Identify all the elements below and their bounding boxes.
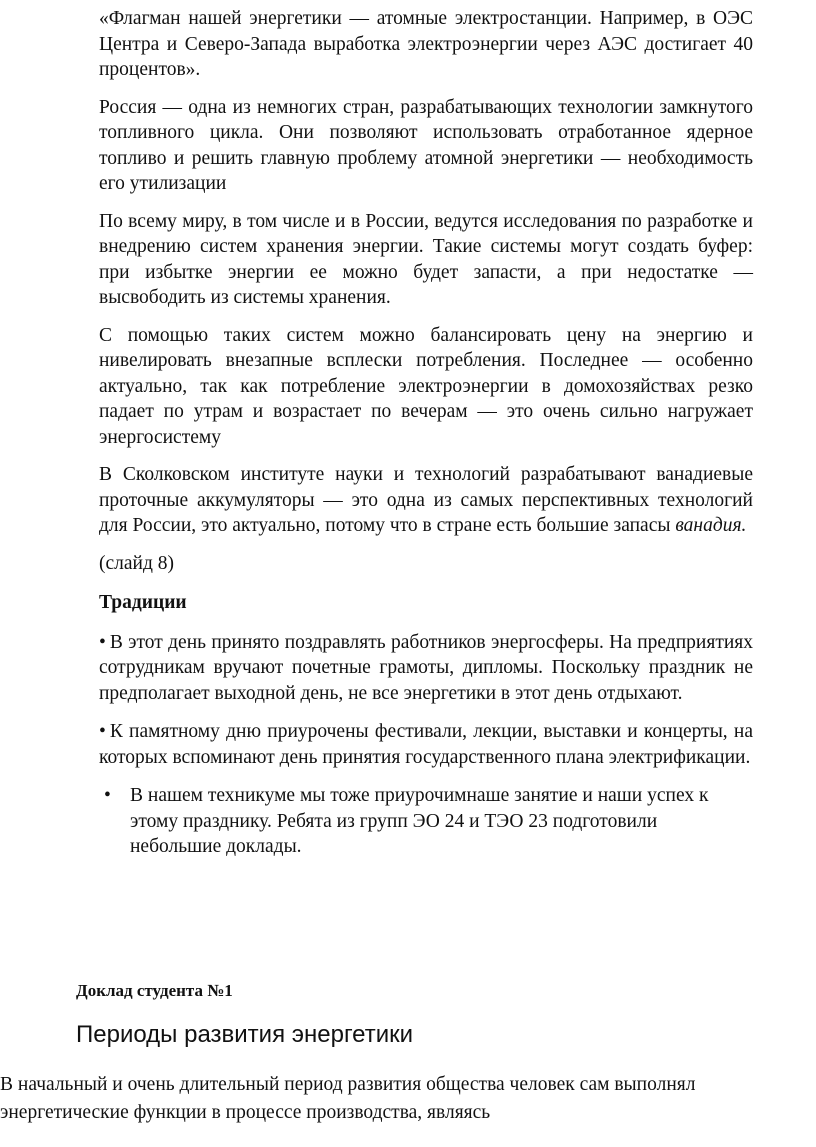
bullet-marker: • [99,631,106,653]
paragraph-nuclear-flagship: «Флагман нашей энергетики — атомные электростанции. Например, в ОЭС Центра и Северо-Запада выработка электроэнергии через АЭС достигает 40 процентов». [99,8,753,80]
list-item [99,783,753,860]
bottom-paragraph: В начальный и очень длительный период развития общества человек сам выполнял энергетические функции в процессе производства, являясь [0,1074,696,1123]
paragraph-price-balancing: С помощью таких систем можно балансировать цену на энергию и нивелировать внезапные всплески потребления. Последнее — особенно актуально, так как потребление электроэнергии в домохозяйствах резко падает по утрам и возрастает по вечерам — это очень сильно нагружает энергосистему [99,324,753,448]
slide-note: (слайд 8) [99,552,175,574]
vanadium-italic: ванадия. [675,515,747,536]
report-title: Доклад студента №1 [76,981,233,1000]
section-title: Периоды развития энергетики [76,1021,414,1048]
main-column [99,6,753,860]
paragraph-closed-fuel-cycle: Россия — одна из немногих стран, разрабатывающих технологии замкнутого топливного цикла. Они позволяют использовать отработанное ядерное топливо и решить главную проблему атомной энергетики — необходимость его утилизации [99,96,753,194]
bullet-dot: • [104,785,111,806]
bullet-marker: • [99,721,106,742]
paragraph-vanadium-batteries [99,462,753,539]
traditions-heading: Традиции [99,592,187,613]
tradition-item-festivals-text: К памятному дню приурочены фестивали, лекции, выставки и концерты, на которых вспоминают день принятия государственного плана электрификации. [99,721,753,768]
tradition-item-festivals [99,719,753,770]
paragraph-energy-storage: По всему миру, в том числе и в России, ведутся исследования по разработке и внедрению систем хранения энергии. Такие системы могут создать буфер: при избытке энергии ее можно будет запасти, а при недостатке — высвободить из системы хранения. [99,210,753,308]
tradition-item-awards [99,630,753,707]
list-item-text: В нашем техникуме мы тоже приурочимнаше занятие и наши успех к этому празднику. Ребята из групп ЭО 24 и ТЭО 23 подготовили небольшие доклады. [130,785,709,857]
tradition-item-awards-text: В этот день принято поздравлять работников энергосферы. На предприятиях сотрудникам вручают почетные грамоты, дипломы. Поскольку праздник не предполагает выходной день, не все энергетики в этот день отдыхают. [99,631,753,704]
paragraph-vanadium-text: В Сколковском институте науки и технологий разрабатывают ванадиевые проточные аккумуляторы — это одна из самых перспективных технологий для России, это актуально, потому что в стране есть большие запасы [99,464,753,536]
college-list [99,783,753,860]
